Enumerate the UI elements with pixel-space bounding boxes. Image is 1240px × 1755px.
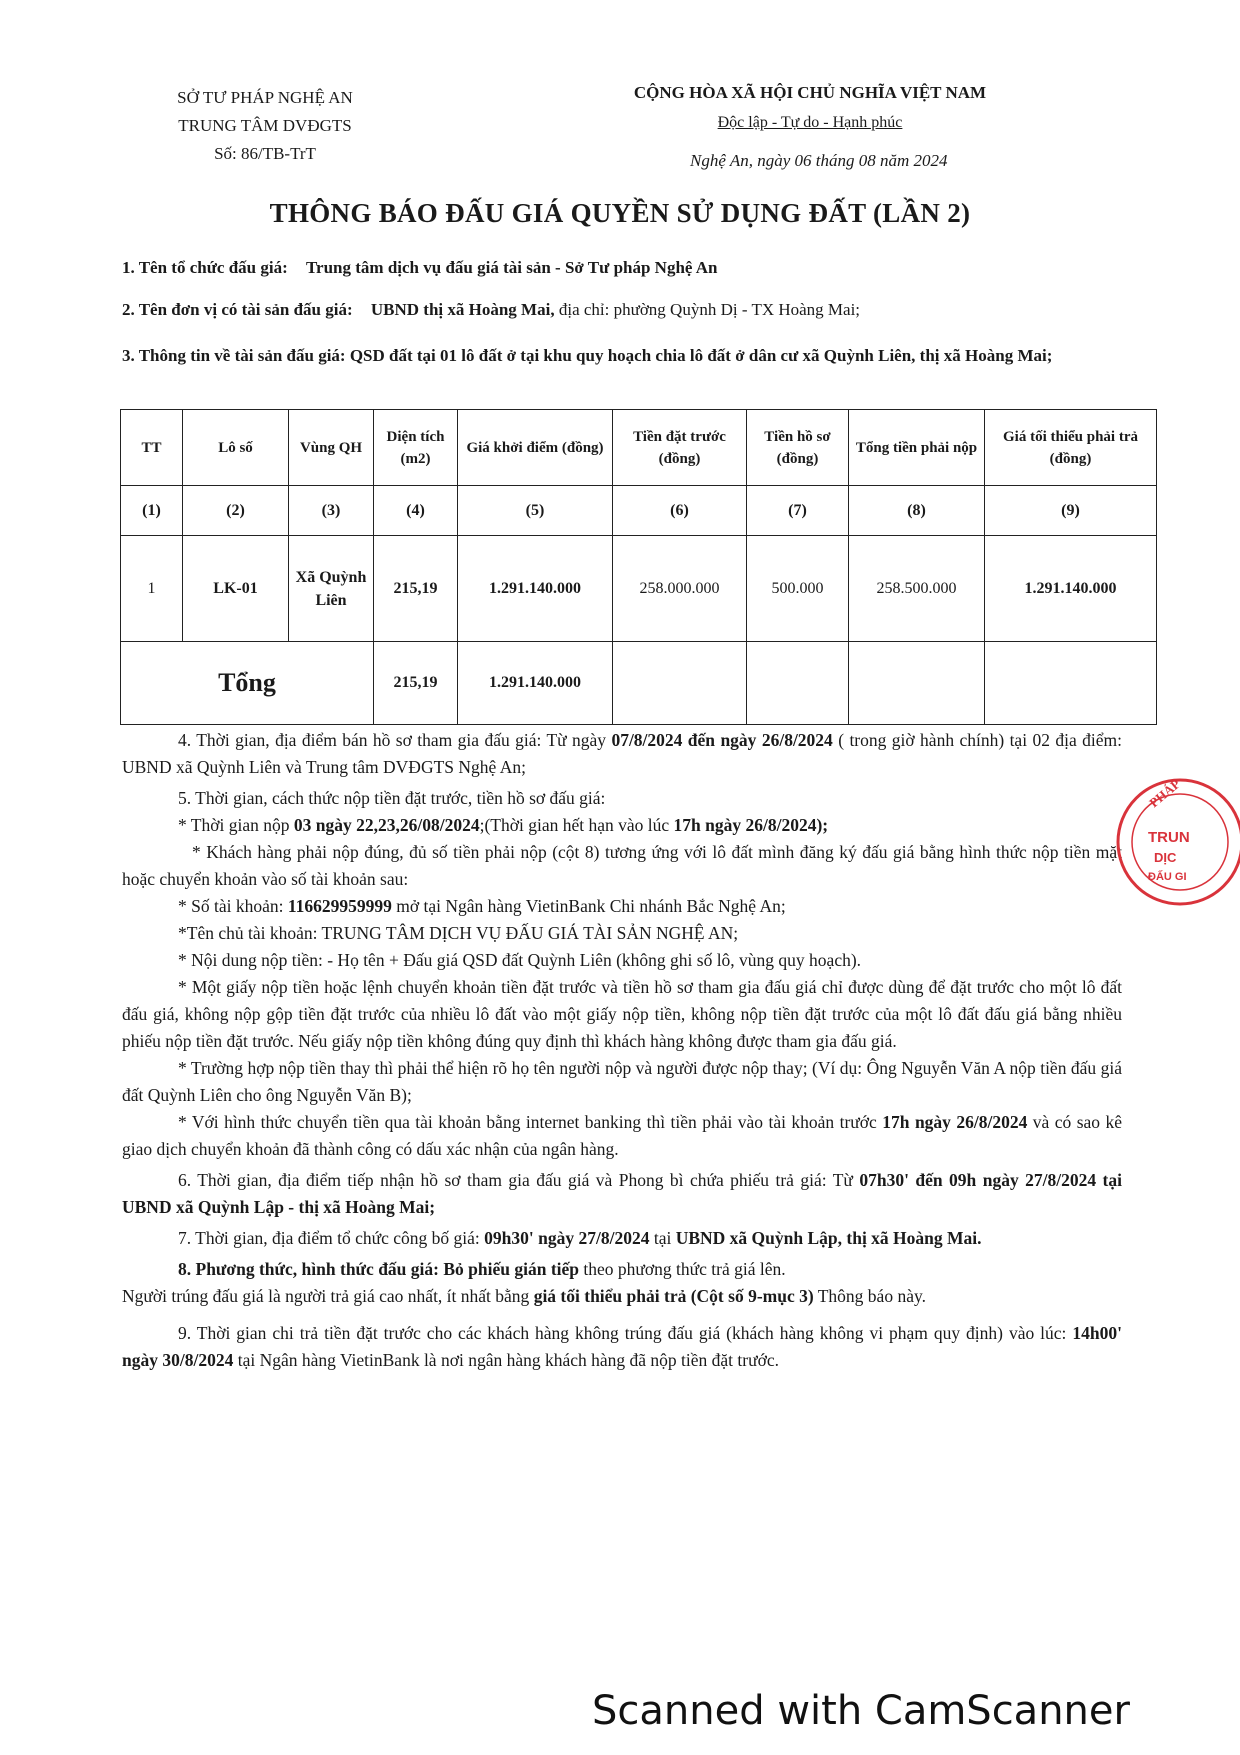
bullet-text: * Thời gian nộp [178,815,294,835]
empty-cell [747,642,849,725]
cell-total-pay: 258.500.000 [849,536,985,642]
cell-deposit: 258.000.000 [613,536,747,642]
section-7 [122,1225,1122,1252]
section-5-bullet-1 [122,812,1122,839]
section-5-bullet-8 [122,1109,1122,1163]
section-6 [122,1167,1122,1221]
bullet-bold: 17h ngày 26/8/2024); [673,815,829,835]
issue-date: Nghệ An, ngày 06 tháng 08 năm 2024 [690,151,948,170]
national-heading [560,78,1060,138]
section-6-bold: 07h30' đến 09h ngày 27/8/2024 tại UBND xã Quỳnh Lập - thị xã Hoàng Mai; [122,1170,1122,1217]
bullet-text: mở tại Ngân hàng VietinBank Chi nhánh Bắc Nghệ An; [391,896,786,916]
header-cell: Tiền đặt trước (đồng) [613,410,747,486]
total-label: Tổng [121,642,374,725]
cell-lot: LK-01 [183,536,289,642]
table-total-row [121,642,1157,725]
section-7-text: tại [649,1228,676,1248]
column-number: (3) [289,486,374,536]
column-number: (6) [613,486,747,536]
item-2-address: địa chỉ: phường Quỳnh Dị - TX Hoàng Mai; [558,300,861,319]
section-8-bold: Bỏ phiếu gián tiếp [443,1259,580,1279]
scanner-watermark: Scanned with CamScanner [592,1688,1130,1734]
section-9-text: 9. Thời gian chi trả tiền đặt trước cho các khách hàng không trúng đấu giá (khách hàng không vi phạm quy định) vào lúc: [178,1323,1073,1343]
section-7-bold: UBND xã Quỳnh Lập, thị xã Hoàng Mai. [675,1228,982,1248]
stamp-text: TRUN [1148,829,1190,846]
item-2-label: 2. Tên đơn vị có tài sản đấu giá: [122,300,353,319]
item-3 [122,342,1122,370]
header-cell: Lô số [183,410,289,486]
cell-zone: Xã Quỳnh Liên [289,536,374,642]
column-number: (5) [458,486,613,536]
column-number: (4) [374,486,458,536]
section-5-bullet-7: * Trường hợp nộp tiền thay thì phải thể hiện rõ họ tên người nộp và người được nộp thay; (Ví dụ: Ông Nguyễn Văn A nộp tiền đấu giá đất Quỳnh Liên cho ông Nguyễn Văn B); [122,1058,1122,1105]
section-4-dates: 07/8/2024 đến ngày 26/8/2024 [611,730,833,750]
bullet-bold: 17h ngày 26/8/2024 [882,1112,1028,1132]
section-9-bold: 14h00' ngày 30/8/2024 [122,1323,1122,1370]
item-3-label: 3. Thông tin về tài sản đấu giá: [122,346,346,365]
national-motto: Độc lập - Tự do - Hạnh phúc [717,114,903,131]
section-8-bold: giá tối thiểu phải trả (Cột số 9-mục 3) [533,1286,814,1306]
issuer-department: SỞ TƯ PHÁP NGHỆ AN [177,88,353,107]
total-start-price: 1.291.140.000 [458,642,613,725]
column-number: (2) [183,486,289,536]
section-5-title: 5. Thời gian, cách thức nộp tiền đặt trước, tiền hồ sơ đấu giá: [178,788,606,808]
section-7-text: 7. Thời gian, địa điểm tổ chức công bố giá: [178,1228,485,1248]
section-5-transfer-content: * Nội dung nộp tiền: - Họ tên + Đấu giá QSD đất Quỳnh Liên (không ghi số lô, vùng quy hoạch). [178,950,862,970]
header-cell: Giá khởi điểm (đồng) [458,410,613,486]
document-title: THÔNG BÁO ĐẤU GIÁ QUYỀN SỬ DỤNG ĐẤT (LẦN 2) [269,198,971,228]
national-title: CỘNG HÒA XÃ HỘI CHỦ NGHĨA VIỆT NAM [633,83,987,102]
section-9-text: tại Ngân hàng VietinBank là nơi ngân hàng khách hàng đã nộp tiền đặt trước. [233,1350,779,1370]
section-5-bullet-6: * Một giấy nộp tiền hoặc lệnh chuyển khoản tiền đặt trước và tiền hồ sơ tham gia đấu giá chỉ được dùng để đặt trước cho một lô đất đấu giá, không nộp gộp tiền đặt trước của nhiều lô đất vào một giấy nộp tiền, không nộp tiền đặt trước của một lô đất đấu giá bằng nhiều phiếu nộp tiền đặt trước. Nếu giấy nộp tiền không đúng quy định thì khách hàng không được tham gia đấu giá. [122,977,1122,1051]
document-number: Số: 86/TB-TrT [214,144,316,163]
bullet-text: và có sao kê giao dịch chuyển khoản đã thành công có dấu xác nhận của ngân hàng. [122,1112,1122,1159]
item-1-value: Trung tâm dịch vụ đấu giá tài sản - Sở Tư pháp Nghệ An [305,258,718,277]
section-8 [122,1256,1122,1283]
stamp-text: ĐẤU GI [1148,871,1187,883]
body-text [122,727,1122,1374]
section-8-label: 8. Phương thức, hình thức đấu giá: [178,1259,444,1279]
account-number: 116629959999 [287,896,392,916]
total-area: 215,19 [374,642,458,725]
cell-tt: 1 [121,536,183,642]
item-2 [122,296,1122,324]
table-header-row [121,410,1157,486]
item-1 [122,254,1122,282]
section-4 [122,727,1122,781]
section-8-text: Người trúng đấu giá là người trả giá cao nhất, ít nhất bằng [122,1286,534,1306]
column-number: (1) [121,486,183,536]
column-number: (8) [849,486,985,536]
header-cell: Tiền hồ sơ (đồng) [747,410,849,486]
item-3-value: QSD đất tại 01 lô đất ở tại khu quy hoạch chia lô đất ở dân cư xã Quỳnh Liên, thị xã Hoàng Mai; [349,346,1053,365]
header-cell: Giá tối thiểu phải trả (đồng) [985,410,1157,486]
cell-area: 215,19 [374,536,458,642]
item-2-value: UBND thị xã Hoàng Mai, [370,300,555,319]
cell-min-price: 1.291.140.000 [985,536,1157,642]
section-8-winner [122,1283,1122,1310]
section-8-text: Thông báo này. [813,1286,926,1306]
column-number: (7) [747,486,849,536]
bullet-text: * Với hình thức chuyển tiền qua tài khoản bằng internet banking thì tiền phải vào tài khoản trước [178,1112,883,1132]
seal-stamp [1110,772,1240,912]
table-row [121,536,1157,642]
header-cell: Diện tích (m2) [374,410,458,486]
section-7-bold: 09h30' ngày 27/8/2024 [484,1228,650,1248]
table-column-number-row [121,486,1157,536]
section-4-rest: ( trong giờ hành chính) tại 02 địa điểm: UBND xã Quỳnh Liên và Trung tâm DVĐGTS Nghệ An; [122,730,1122,777]
item-1-label: 1. Tên tổ chức đấu giá: [122,258,288,277]
bullet-text: * Số tài khoản: [178,896,288,916]
section-5-account-number [122,893,1122,920]
bullet-bold: 03 ngày 22,23,26/08/2024 [293,815,480,835]
empty-cell [613,642,747,725]
section-6-text: 6. Thời gian, địa điểm tiếp nhận hồ sơ tham gia đấu giá và Phong bì chứa phiếu trả giá: Từ [178,1170,860,1190]
header-cell: Tổng tiền phải nộp [849,410,985,486]
section-4-text: 4. Thời gian, địa điểm bán hồ sơ tham gia đấu giá: Từ ngày [178,730,612,750]
cell-start-price: 1.291.140.000 [458,536,613,642]
cell-fee: 500.000 [747,536,849,642]
section-9 [122,1320,1122,1374]
stamp-text: PHÁP [1146,776,1184,811]
section-5-bullet-2: * Khách hàng phải nộp đúng, đủ số tiền phải nộp (cột 8) tương ứng với lô đất mình đăng ký đấu giá bằng hình thức nộp tiền mặt hoặc chuyển khoản vào số tài khoản sau: [122,842,1122,889]
header-cell: TT [121,410,183,486]
issuer-center: TRUNG TÂM DVĐGTS [178,116,352,135]
header-cell: Vùng QH [289,410,374,486]
bullet-text: ;(Thời gian hết hạn vào lúc [479,815,674,835]
auction-asset-table [120,409,1157,725]
column-number: (9) [985,486,1157,536]
section-8-text: theo phương thức trả giá lên. [579,1259,786,1279]
empty-cell [849,642,985,725]
section-5-account-holder: *Tên chủ tài khoản: TRUNG TÂM DỊCH VỤ ĐẤU GIÁ TÀI SẢN NGHỆ AN; [178,923,739,943]
empty-cell [985,642,1157,725]
stamp-text: DỊC [1154,850,1177,865]
issuer-block [150,84,380,168]
